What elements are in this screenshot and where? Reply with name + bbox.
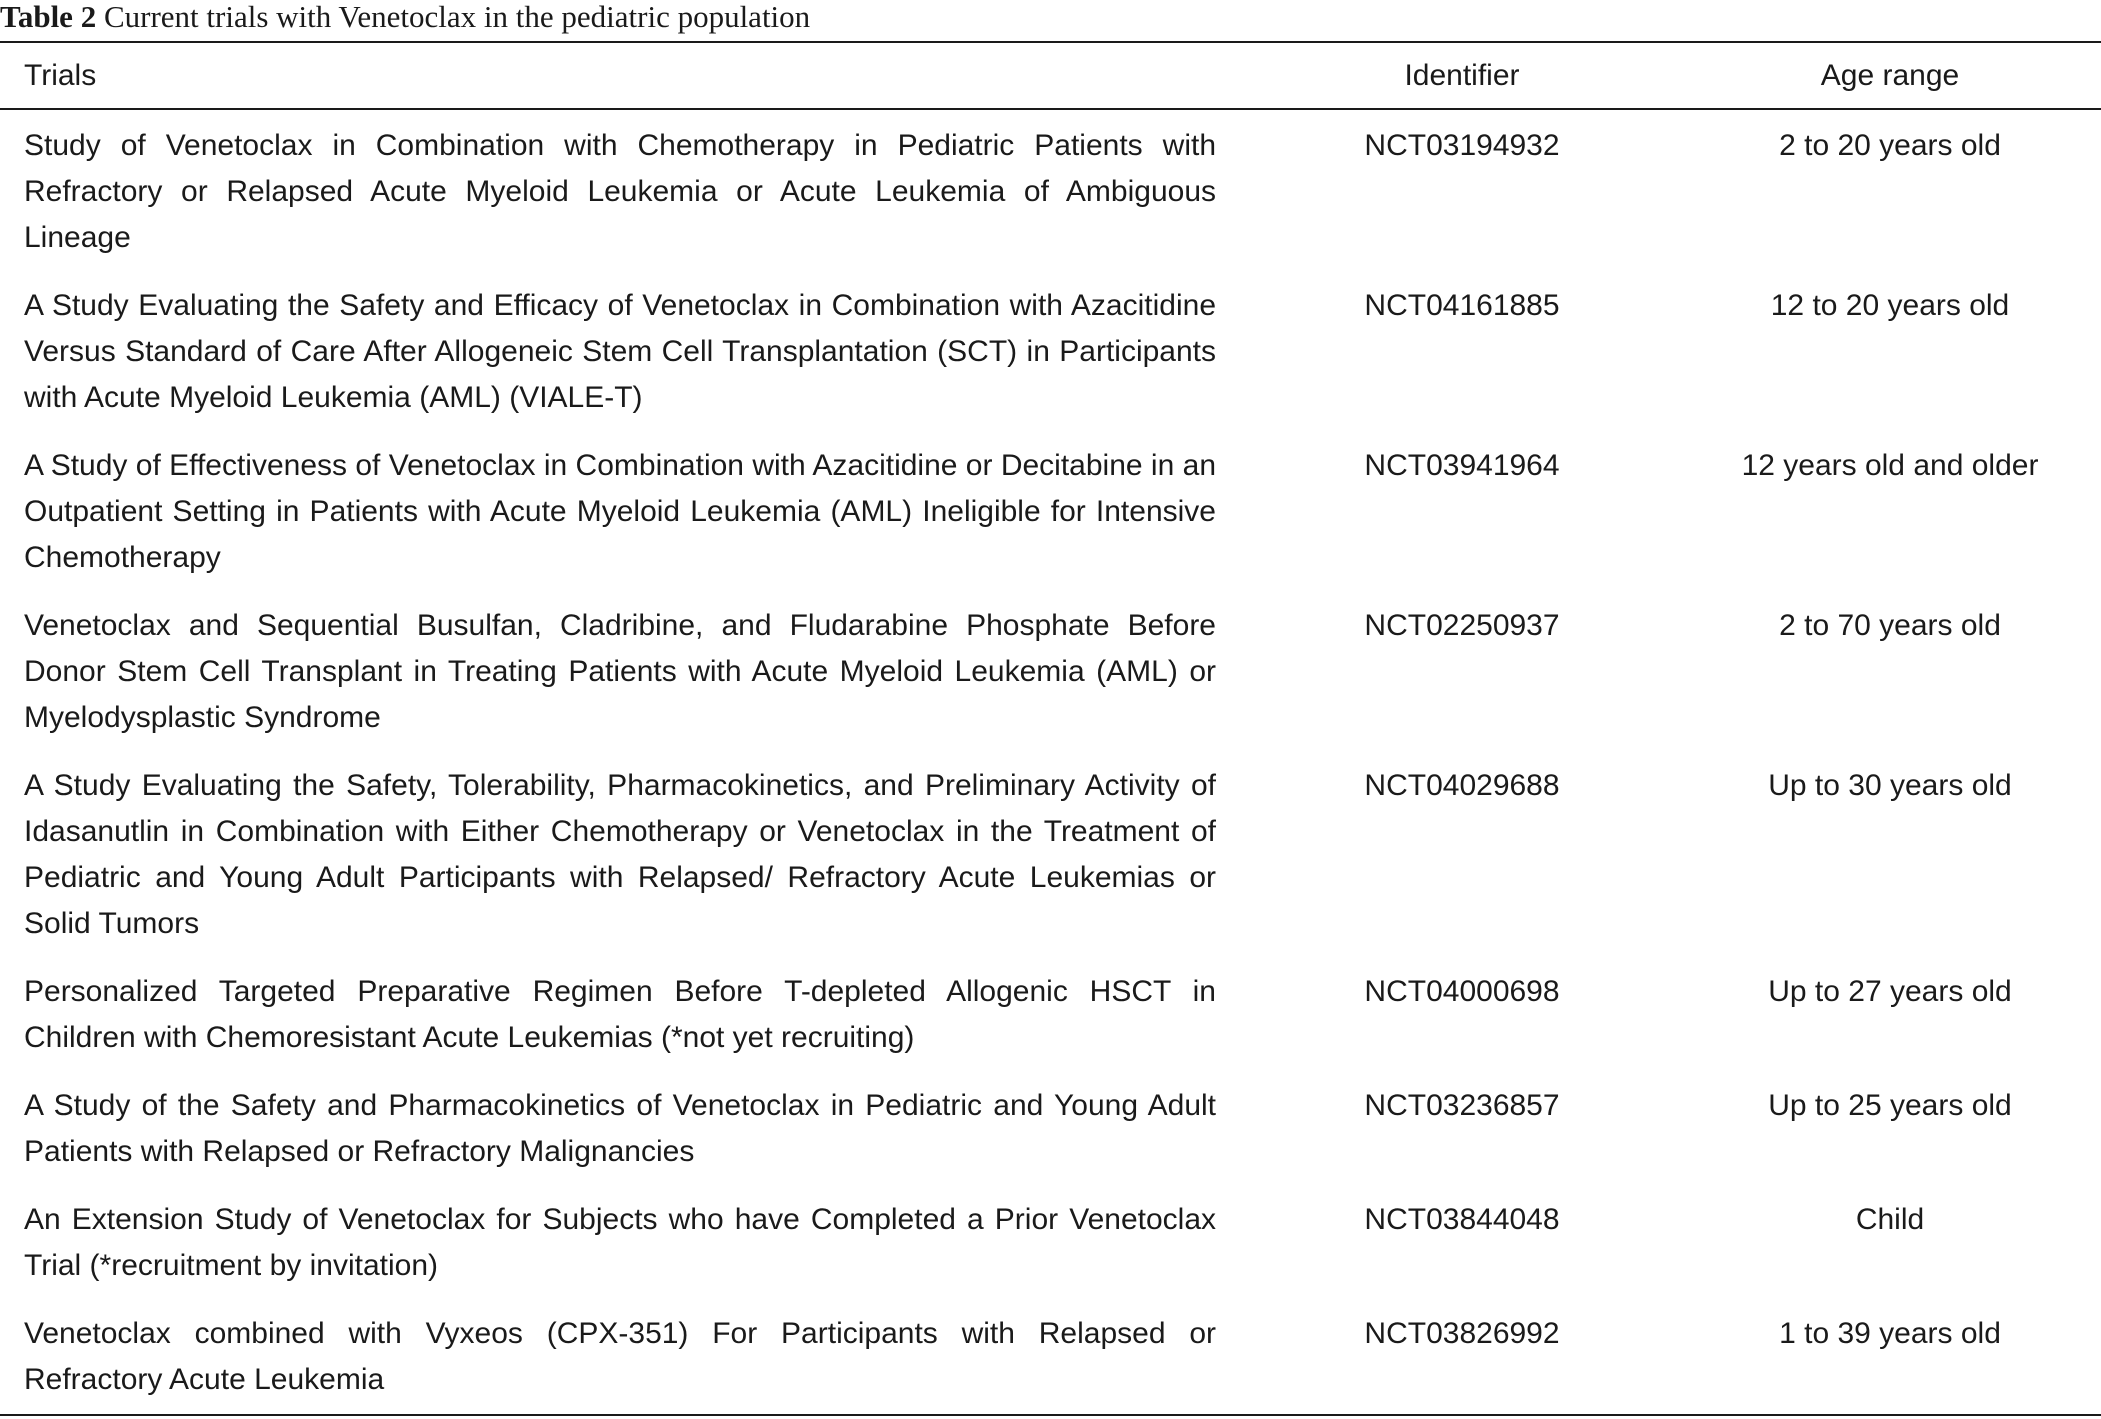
- trial-identifier: NCT03194932: [1364, 129, 1560, 162]
- header-identifier: Identifier: [1404, 59, 1520, 92]
- trial-title: A Study of the Safety and Pharmacokinetics of Venetoclax in Pediatric and Young Adult Patients with Relapsed or Refractory Malignancies: [24, 1089, 1216, 1168]
- trial-identifier: NCT03236857: [1364, 1089, 1560, 1122]
- trial-title: Study of Venetoclax in Combination with Chemotherapy in Pediatric Patients with Refractory or Relapsed Acute Myeloid Leukemia or Acute Leukemia of Ambiguous Lineage: [24, 129, 1216, 254]
- trial-age-range: 12 to 20 years old: [1770, 289, 2010, 322]
- trial-identifier: NCT04029688: [1364, 769, 1560, 802]
- trial-identifier: NCT02250937: [1364, 609, 1560, 642]
- table-bottom-rule: [0, 1414, 2101, 1416]
- trial-identifier: NCT03941964: [1364, 449, 1560, 482]
- trial-age-range: 1 to 39 years old: [1779, 1317, 2001, 1350]
- table-caption-text: Current trials with Venetoclax in the pediatric population: [103, 0, 811, 34]
- trial-title: Venetoclax combined with Vyxeos (CPX-351) For Participants with Relapsed or Refractory Acute Leukemia: [24, 1317, 1216, 1396]
- header-age-range: Age range: [1820, 59, 1960, 92]
- trial-identifier: NCT04161885: [1364, 289, 1560, 322]
- trial-identifier: NCT04000698: [1364, 975, 1560, 1008]
- trial-age-range: 2 to 20 years old: [1779, 129, 2001, 162]
- table-caption-label: Table 2: [0, 0, 97, 34]
- table-header-row: [0, 43, 2101, 108]
- trial-title: A Study of Effectiveness of Venetoclax in Combination with Azacitidine or Decitabine in an Outpatient Setting in Patients with Acute Myeloid Leukemia (AML) Ineligible for Intensive Chemotherapy: [24, 449, 1216, 574]
- trial-title: A Study Evaluating the Safety, Tolerability, Pharmacokinetics, and Preliminary Activity of Idasanutlin in Combination with Either Chemotherapy or Venetoclax in the Treatment of Pediatric and Young Adult Participants with Relapsed/ Refractory Acute Leukemias or Solid Tumors: [24, 769, 1216, 940]
- table-body: [0, 110, 2101, 1412]
- trial-title: Personalized Targeted Preparative Regimen Before T-depleted Allogenic HSCT in Children with Chemoresistant Acute Leukemias (*not yet recruiting): [24, 975, 1216, 1054]
- trial-age-range: 12 years old and older: [1741, 449, 2039, 482]
- trial-age-range: Child: [1855, 1203, 1925, 1236]
- trial-age-range: 2 to 70 years old: [1779, 609, 2001, 642]
- table-caption: [0, 0, 810, 42]
- trial-age-range: Up to 25 years old: [1768, 1089, 2012, 1122]
- trial-title: Venetoclax and Sequential Busulfan, Cladribine, and Fludarabine Phosphate Before Donor Stem Cell Transplant in Treating Patients with Acute Myeloid Leukemia (AML) or Myelodysplastic Syndrome: [24, 609, 1216, 734]
- trial-title: A Study Evaluating the Safety and Efficacy of Venetoclax in Combination with Azacitidine Versus Standard of Care After Allogeneic Stem Cell Transplantation (SCT) in Participants with Acute Myeloid Leukemia (AML) (VIALE-T): [24, 289, 1216, 414]
- trial-identifier: NCT03826992: [1364, 1317, 1560, 1350]
- trial-title: An Extension Study of Venetoclax for Subjects who have Completed a Prior Venetoclax Trial (*recruitment by invitation): [24, 1203, 1216, 1282]
- trial-age-range: Up to 27 years old: [1768, 975, 2012, 1008]
- trial-identifier: NCT03844048: [1364, 1203, 1560, 1236]
- trial-age-range: Up to 30 years old: [1768, 769, 2012, 802]
- header-trials: Trials: [24, 59, 97, 92]
